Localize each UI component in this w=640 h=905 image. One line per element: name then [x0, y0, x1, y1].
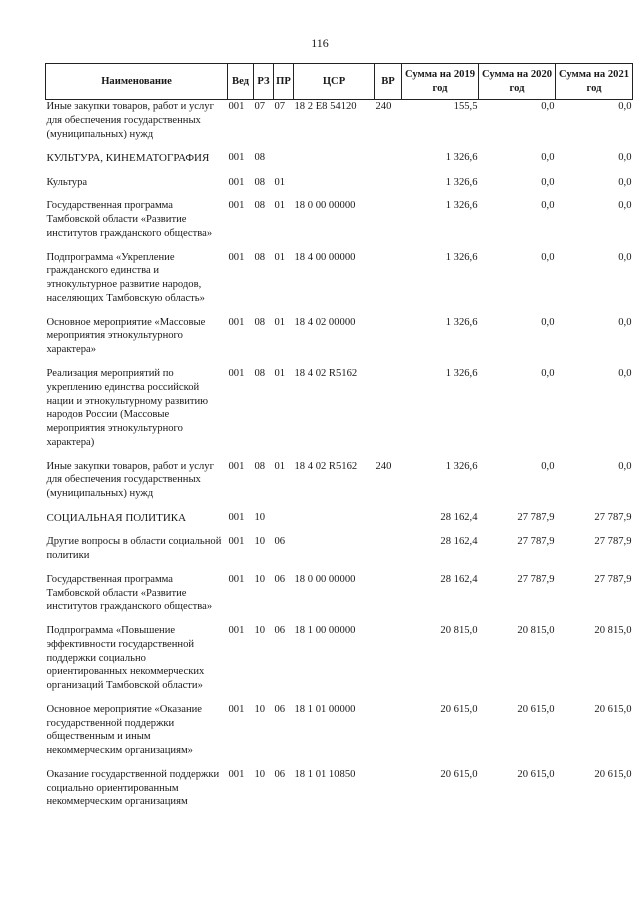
- cell-ved: 001: [228, 176, 245, 188]
- table-row: [46, 199, 633, 250]
- cell-vr: [375, 703, 402, 768]
- cell-sum-2020: 0,0: [541, 368, 555, 380]
- cell-pr: 07: [274, 101, 286, 112]
- cell-ved: 001: [228, 251, 245, 263]
- cell-name: Государственная программа Тамбовской области «Развитие институтов гражданского общества»: [46, 573, 213, 613]
- cell-name: Иные закупки товаров, работ и услуг для обеспечения государственных (муниципальных) нужд: [46, 460, 214, 500]
- cell-csr: 18 4 02 R5162: [294, 460, 358, 472]
- cell-sum-2019: 1 326,6: [445, 200, 478, 212]
- cell-rz: 10: [254, 573, 266, 585]
- cell-rz: 08: [254, 176, 266, 188]
- cell-rz: 08: [254, 460, 266, 472]
- cell-ved: 001: [228, 573, 245, 585]
- cell-csr: 18 0 00 00000: [294, 573, 356, 585]
- table-row: [46, 703, 633, 768]
- cell-sum-2021: 0,0: [618, 460, 632, 472]
- cell-pr: 06: [274, 625, 286, 637]
- cell-pr: 06: [274, 536, 286, 548]
- cell-rz: 08: [254, 200, 266, 212]
- cell-sum-2019: 1 326,6: [445, 176, 478, 188]
- cell-sum-2021: 0,0: [618, 176, 632, 188]
- cell-vr: [375, 316, 402, 367]
- cell-rz: 08: [254, 316, 266, 328]
- cell-rz: 10: [254, 511, 266, 523]
- table-header: [46, 64, 633, 100]
- cell-sum-2020: 0,0: [541, 200, 555, 212]
- cell-sum-2020: 0,0: [541, 152, 555, 164]
- cell-pr: [274, 511, 294, 535]
- cell-csr: 18 1 00 00000: [294, 625, 356, 637]
- table-body: [46, 100, 633, 820]
- cell-rz: 08: [254, 152, 266, 164]
- cell-vr: [375, 176, 402, 200]
- header-vr: ВР: [375, 64, 402, 100]
- cell-ved: 001: [228, 101, 245, 112]
- cell-pr: 01: [274, 316, 286, 328]
- cell-vr: [375, 511, 402, 535]
- cell-sum-2019: 28 162,4: [440, 573, 478, 585]
- cell-name: Основное мероприятие «Оказание государственной поддержки общественным и иным некоммерческим организациям»: [46, 703, 202, 757]
- cell-ved: 001: [228, 768, 245, 780]
- cell-sum-2021: 27 787,9: [594, 536, 632, 548]
- table-row: [46, 573, 633, 624]
- cell-pr: 01: [274, 251, 286, 263]
- cell-name: Подпрограмма «Укрепление гражданского единства и этнокультурное развитие народов, населяющих Тамбовскую область»: [46, 251, 205, 304]
- cell-rz: 10: [254, 625, 266, 637]
- cell-vr: [375, 535, 402, 573]
- cell-csr: 18 1 01 10850: [294, 768, 356, 780]
- cell-sum-2019: 1 326,6: [445, 368, 478, 380]
- cell-csr: [294, 151, 375, 175]
- cell-name: Подпрограмма «Повышение эффективности государственной поддержки социально ориентированных некоммерческих организаций Тамбовской области»: [46, 625, 205, 692]
- cell-ved: 001: [228, 152, 245, 164]
- cell-sum-2021: 0,0: [618, 101, 632, 112]
- table-row: [46, 535, 633, 573]
- cell-ved: 001: [228, 536, 245, 548]
- budget-table: [45, 63, 633, 819]
- cell-vr: [375, 367, 402, 460]
- cell-rz: 10: [254, 703, 266, 715]
- cell-pr: 06: [274, 768, 286, 780]
- cell-csr: [294, 535, 375, 573]
- cell-pr: 06: [274, 573, 286, 585]
- cell-sum-2020: 27 787,9: [517, 511, 555, 523]
- header-sum-2020: Сумма на 2020 год: [479, 64, 556, 100]
- cell-sum-2019: 20 615,0: [440, 703, 478, 715]
- cell-rz: 08: [254, 251, 266, 263]
- cell-sum-2021: 0,0: [618, 316, 632, 328]
- table-row: [46, 367, 633, 460]
- cell-sum-2020: 0,0: [541, 176, 555, 188]
- cell-sum-2021: 20 615,0: [594, 768, 632, 780]
- cell-sum-2020: 0,0: [541, 316, 555, 328]
- table-row: [46, 176, 633, 200]
- cell-ved: 001: [228, 368, 245, 380]
- cell-vr: [375, 624, 402, 703]
- cell-sum-2021: 0,0: [618, 251, 632, 263]
- cell-sum-2019: 1 326,6: [445, 460, 478, 472]
- table-row: [46, 100, 633, 152]
- cell-csr: 18 4 00 00000: [294, 251, 356, 263]
- cell-sum-2021: 0,0: [618, 368, 632, 380]
- table-row: [46, 151, 633, 175]
- header-name: Наименование: [46, 64, 228, 100]
- cell-sum-2021: 20 815,0: [594, 625, 632, 637]
- cell-pr: 06: [274, 703, 286, 715]
- cell-name: СОЦИАЛЬНАЯ ПОЛИТИКА: [46, 511, 187, 524]
- table-row: [46, 768, 633, 819]
- cell-sum-2019: 28 162,4: [440, 511, 478, 523]
- header-pr: ПР: [274, 64, 294, 100]
- cell-sum-2020: 27 787,9: [517, 573, 555, 585]
- cell-csr: [294, 176, 375, 200]
- cell-sum-2020: 0,0: [541, 101, 555, 112]
- cell-pr: 01: [274, 368, 286, 380]
- cell-ved: 001: [228, 460, 245, 472]
- cell-sum-2020: 27 787,9: [517, 536, 555, 548]
- cell-name: Государственная программа Тамбовской области «Развитие институтов гражданского общества»: [46, 200, 213, 239]
- cell-sum-2020: 0,0: [541, 251, 555, 263]
- cell-sum-2019: 20 615,0: [440, 768, 478, 780]
- cell-sum-2020: 20 615,0: [517, 768, 555, 780]
- cell-csr: 18 1 01 00000: [294, 703, 356, 715]
- cell-csr: [294, 511, 375, 535]
- cell-csr: 18 2 E8 54120: [294, 101, 357, 112]
- cell-sum-2020: 20 815,0: [517, 625, 555, 637]
- cell-rz: 07: [254, 101, 266, 112]
- table-row: [46, 316, 633, 367]
- cell-pr: 01: [274, 200, 286, 212]
- cell-sum-2021: 0,0: [618, 200, 632, 212]
- cell-rz: 10: [254, 536, 266, 548]
- cell-sum-2021: 27 787,9: [594, 573, 632, 585]
- cell-sum-2021: 20 615,0: [594, 703, 632, 715]
- table-row: [46, 251, 633, 316]
- cell-name: Реализация мероприятий по укреплению единства российской нации и этнокультурному развитию народов России (Массовые мероприятия этнокультурного характера): [46, 368, 209, 448]
- cell-name: КУЛЬТУРА, КИНЕМАТОГРАФИЯ: [46, 152, 210, 165]
- cell-pr: [274, 151, 294, 175]
- cell-csr: 18 4 02 R5162: [294, 368, 358, 380]
- cell-vr: [375, 573, 402, 624]
- cell-vr: 240: [375, 460, 392, 472]
- cell-sum-2019: 1 326,6: [445, 152, 478, 164]
- cell-pr: 01: [274, 176, 286, 188]
- cell-vr: [375, 251, 402, 316]
- cell-sum-2019: 155,5: [453, 101, 478, 112]
- cell-pr: 01: [274, 460, 286, 472]
- cell-sum-2021: 0,0: [618, 152, 632, 164]
- cell-sum-2020: 0,0: [541, 460, 555, 472]
- cell-rz: 08: [254, 368, 266, 380]
- cell-vr: [375, 151, 402, 175]
- cell-vr: 240: [375, 101, 392, 112]
- cell-name: Культура: [46, 176, 88, 188]
- cell-vr: [375, 768, 402, 819]
- table-row: [46, 511, 633, 535]
- cell-sum-2019: 1 326,6: [445, 251, 478, 263]
- cell-sum-2019: 28 162,4: [440, 536, 478, 548]
- cell-ved: 001: [228, 511, 245, 523]
- cell-name: Оказание государственной поддержки социально ориентированным некоммерческим организациям: [46, 768, 220, 808]
- header-csr: ЦСР: [294, 64, 375, 100]
- cell-vr: [375, 199, 402, 250]
- header-ved: Вед: [228, 64, 254, 100]
- cell-ved: 001: [228, 625, 245, 637]
- cell-ved: 001: [228, 316, 245, 328]
- cell-name: Основное мероприятие «Массовые мероприятия этнокультурного характера»: [46, 316, 206, 356]
- cell-name: Иные закупки товаров, работ и услуг для обеспечения государственных (муниципальных) нужд: [46, 101, 214, 140]
- cell-csr: 18 4 02 00000: [294, 316, 356, 328]
- header-sum-2021: Сумма на 2021 год: [556, 64, 633, 100]
- cell-sum-2019: 20 815,0: [440, 625, 478, 637]
- page-number: 116: [311, 36, 329, 50]
- cell-sum-2020: 20 615,0: [517, 703, 555, 715]
- cell-ved: 001: [228, 703, 245, 715]
- cell-ved: 001: [228, 200, 245, 212]
- cell-sum-2021: 27 787,9: [594, 511, 632, 523]
- cell-csr: 18 0 00 00000: [294, 200, 356, 212]
- table-row: [46, 624, 633, 703]
- table-row: [46, 460, 633, 511]
- cell-name: Другие вопросы в области социальной политики: [46, 536, 222, 561]
- cell-rz: 10: [254, 768, 266, 780]
- header-rz: РЗ: [254, 64, 274, 100]
- header-sum-2019: Сумма на 2019 год: [402, 64, 479, 100]
- cell-sum-2019: 1 326,6: [445, 316, 478, 328]
